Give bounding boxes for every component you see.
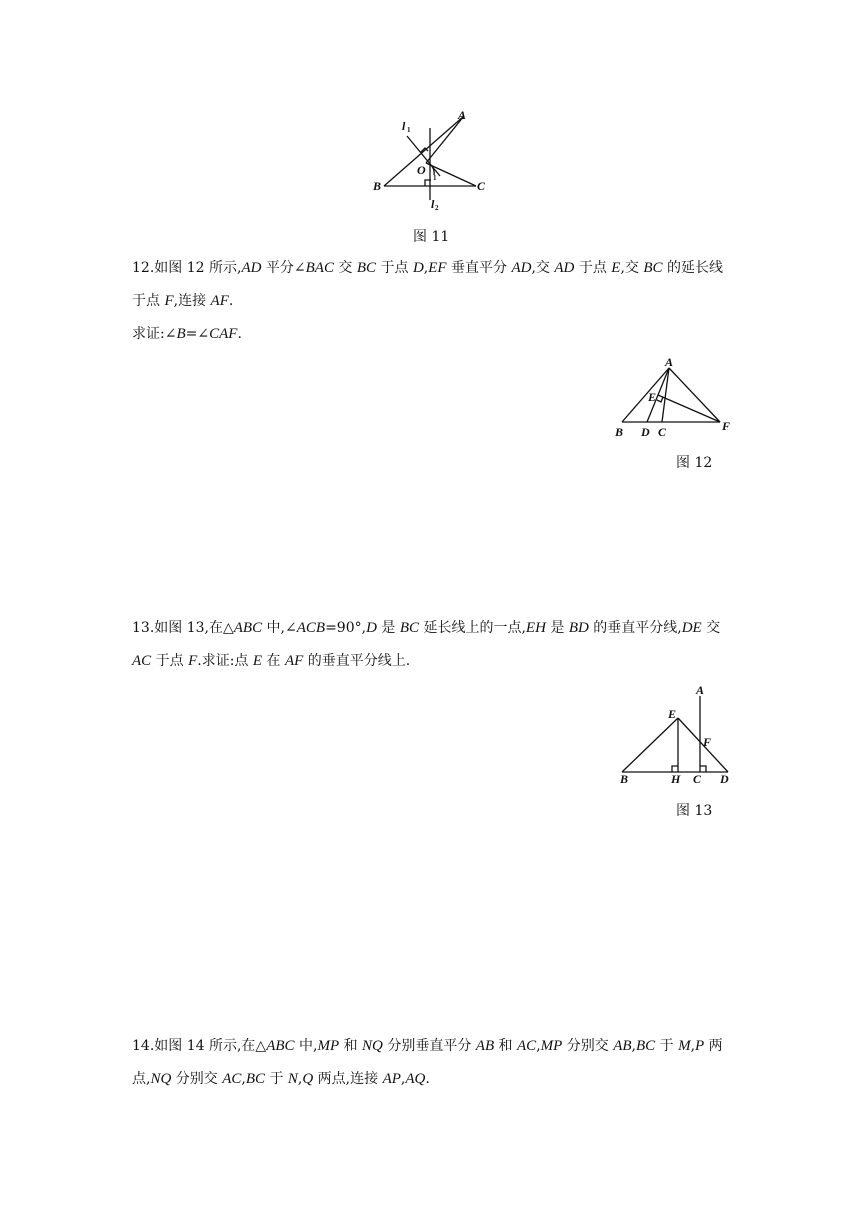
label-l1-sub: 1	[407, 126, 411, 134]
math-symbol: D	[366, 620, 377, 636]
text-run: 分别垂直平分	[382, 1038, 476, 1054]
math-symbol: BC	[643, 260, 663, 276]
text-run: ,	[631, 1038, 636, 1054]
math-symbol: MP	[317, 1038, 340, 1054]
math-symbol: AC	[132, 653, 152, 669]
math-symbol: AF	[284, 653, 304, 669]
text-run: ,	[297, 1071, 303, 1087]
text-run: 于点	[132, 293, 165, 309]
label-A: A	[458, 108, 467, 122]
math-symbol: E	[252, 653, 263, 669]
label-F: F	[722, 419, 731, 433]
math-symbol: NQ	[150, 1071, 172, 1087]
text-run: =90°,	[325, 620, 367, 636]
label-D: D	[641, 425, 650, 439]
text-run: 的延长线	[662, 260, 723, 276]
label-A: A	[665, 355, 674, 369]
text-run: .	[237, 326, 242, 342]
label-l1: l	[402, 119, 406, 133]
math-symbol: P	[695, 1038, 705, 1054]
text-run: 是	[376, 620, 400, 636]
text-run: 延长线上的一点,	[419, 620, 526, 636]
math-symbol: BC	[399, 620, 419, 636]
text-run: 于	[265, 1071, 288, 1087]
math-symbol: ACB	[296, 620, 326, 636]
label-C: C	[477, 179, 486, 193]
math-symbol: D	[412, 260, 424, 276]
right-angle-mark	[657, 397, 663, 402]
text-run: 的垂直平分线,	[588, 620, 682, 636]
label-E: E	[648, 390, 657, 404]
label-H: H	[671, 772, 681, 786]
text-run: 两点,连接	[313, 1071, 383, 1087]
figure-11-caption: 图 11	[413, 229, 450, 245]
text-run: ,	[241, 1071, 246, 1087]
figure-12	[612, 354, 740, 440]
math-symbol: BC	[636, 1038, 656, 1054]
math-symbol: AB	[613, 1038, 632, 1054]
math-symbol: Q	[302, 1071, 314, 1087]
math-symbol: NQ	[362, 1038, 383, 1054]
label-B: B	[373, 179, 382, 193]
math-symbol: AP	[382, 1071, 401, 1087]
text-run: 的垂直平分线上.	[303, 653, 411, 669]
math-symbol: AQ	[405, 1071, 426, 1087]
text-run: 中,	[294, 1038, 318, 1054]
label-l2: l	[431, 197, 435, 211]
problem-12-line-2	[132, 285, 737, 318]
math-symbol: M	[678, 1038, 691, 1054]
line-BE	[622, 718, 678, 772]
problem-13-line-2	[132, 645, 737, 678]
label-A: A	[696, 683, 705, 697]
math-symbol: AD	[511, 260, 532, 276]
figure-11	[370, 108, 495, 212]
text-run: 于点	[151, 653, 189, 669]
text-run: 14.如图 14 所示,在△	[132, 1038, 267, 1054]
problem-12-line-3	[132, 318, 737, 351]
line-OA	[426, 116, 464, 163]
math-symbol: AC	[222, 1071, 242, 1087]
text-run: 交	[333, 260, 357, 276]
math-symbol: N	[287, 1071, 298, 1087]
label-B: B	[615, 425, 624, 439]
math-symbol: BC	[245, 1071, 265, 1087]
figure-12-caption: 图 12	[676, 455, 713, 471]
math-symbol: EF	[428, 260, 447, 276]
math-symbol: BD	[568, 620, 589, 636]
text-run: .求证:点	[197, 653, 253, 669]
figure-13-diagram	[612, 682, 738, 792]
label-B: B	[620, 772, 629, 786]
label-O: O	[417, 163, 426, 177]
text-run: 求证:∠	[132, 326, 177, 342]
problem-12-line-1	[132, 252, 737, 285]
text-run: 13.如图 13,在△	[132, 620, 234, 636]
math-symbol: E	[611, 260, 621, 276]
figure-13	[612, 682, 738, 792]
text-run: .	[425, 1071, 430, 1087]
figure-11-diagram	[370, 108, 495, 212]
text-run: ,	[690, 1038, 696, 1054]
text-run: ,交	[620, 260, 644, 276]
math-symbol: ABC	[233, 620, 263, 636]
label-D: D	[720, 772, 729, 786]
line-AF	[669, 368, 720, 422]
label-F: F	[703, 735, 712, 749]
text-run: 于点	[376, 260, 413, 276]
figure-13-caption: 图 13	[676, 803, 713, 819]
text-run: ,连接	[173, 293, 211, 309]
math-symbol: F	[188, 653, 198, 669]
text-run: 点,	[132, 1071, 151, 1087]
text-run: 是	[545, 620, 569, 636]
line-BA	[622, 368, 669, 422]
label-C: C	[658, 425, 667, 439]
math-symbol: BC	[356, 260, 377, 276]
text-run: =∠	[185, 326, 210, 342]
problem-14-line-2	[132, 1063, 737, 1096]
math-symbol: F	[164, 293, 174, 309]
math-symbol: BAC	[305, 260, 334, 276]
math-symbol: AF	[210, 293, 229, 309]
math-symbol: EH	[525, 620, 546, 636]
text-run: ,	[536, 1038, 541, 1054]
math-symbol: B	[176, 326, 186, 342]
label-E: E	[668, 707, 677, 721]
math-symbol: AC	[517, 1038, 537, 1054]
math-symbol: ABC	[266, 1038, 295, 1054]
text-run: ,	[423, 260, 429, 276]
text-run: 垂直平分	[446, 260, 512, 276]
text-run: 两	[704, 1038, 723, 1054]
text-run: 于	[655, 1038, 679, 1054]
math-symbol: DE	[681, 620, 702, 636]
text-run: ,	[400, 1071, 406, 1087]
text-run: 分别交	[562, 1038, 614, 1054]
figure-12-diagram	[612, 354, 740, 440]
text-run: 中,∠	[262, 620, 297, 636]
text-run: 分别交	[171, 1071, 223, 1087]
problem-13-line-1	[132, 612, 737, 645]
math-symbol: AD	[241, 260, 262, 276]
text-run: 于点	[574, 260, 612, 276]
text-run: 平分∠	[261, 260, 306, 276]
math-symbol: CAF	[209, 326, 238, 342]
label-l2-sub: 2	[435, 204, 439, 212]
text-run: 在	[262, 653, 285, 669]
text-run: ,交	[531, 260, 555, 276]
math-symbol: AD	[554, 260, 575, 276]
problem-14-line-1	[132, 1030, 737, 1063]
math-symbol: AB	[475, 1038, 495, 1054]
text-run: 和	[494, 1038, 518, 1054]
math-symbol: MP	[540, 1038, 563, 1054]
text-run: 交	[701, 620, 721, 636]
text-run: 12.如图 12 所示,	[132, 260, 242, 276]
text-run: .	[228, 293, 234, 309]
label-C: C	[693, 772, 702, 786]
text-run: 和	[339, 1038, 363, 1054]
line-EF	[658, 395, 720, 422]
label-angle-1: 1	[433, 174, 437, 182]
